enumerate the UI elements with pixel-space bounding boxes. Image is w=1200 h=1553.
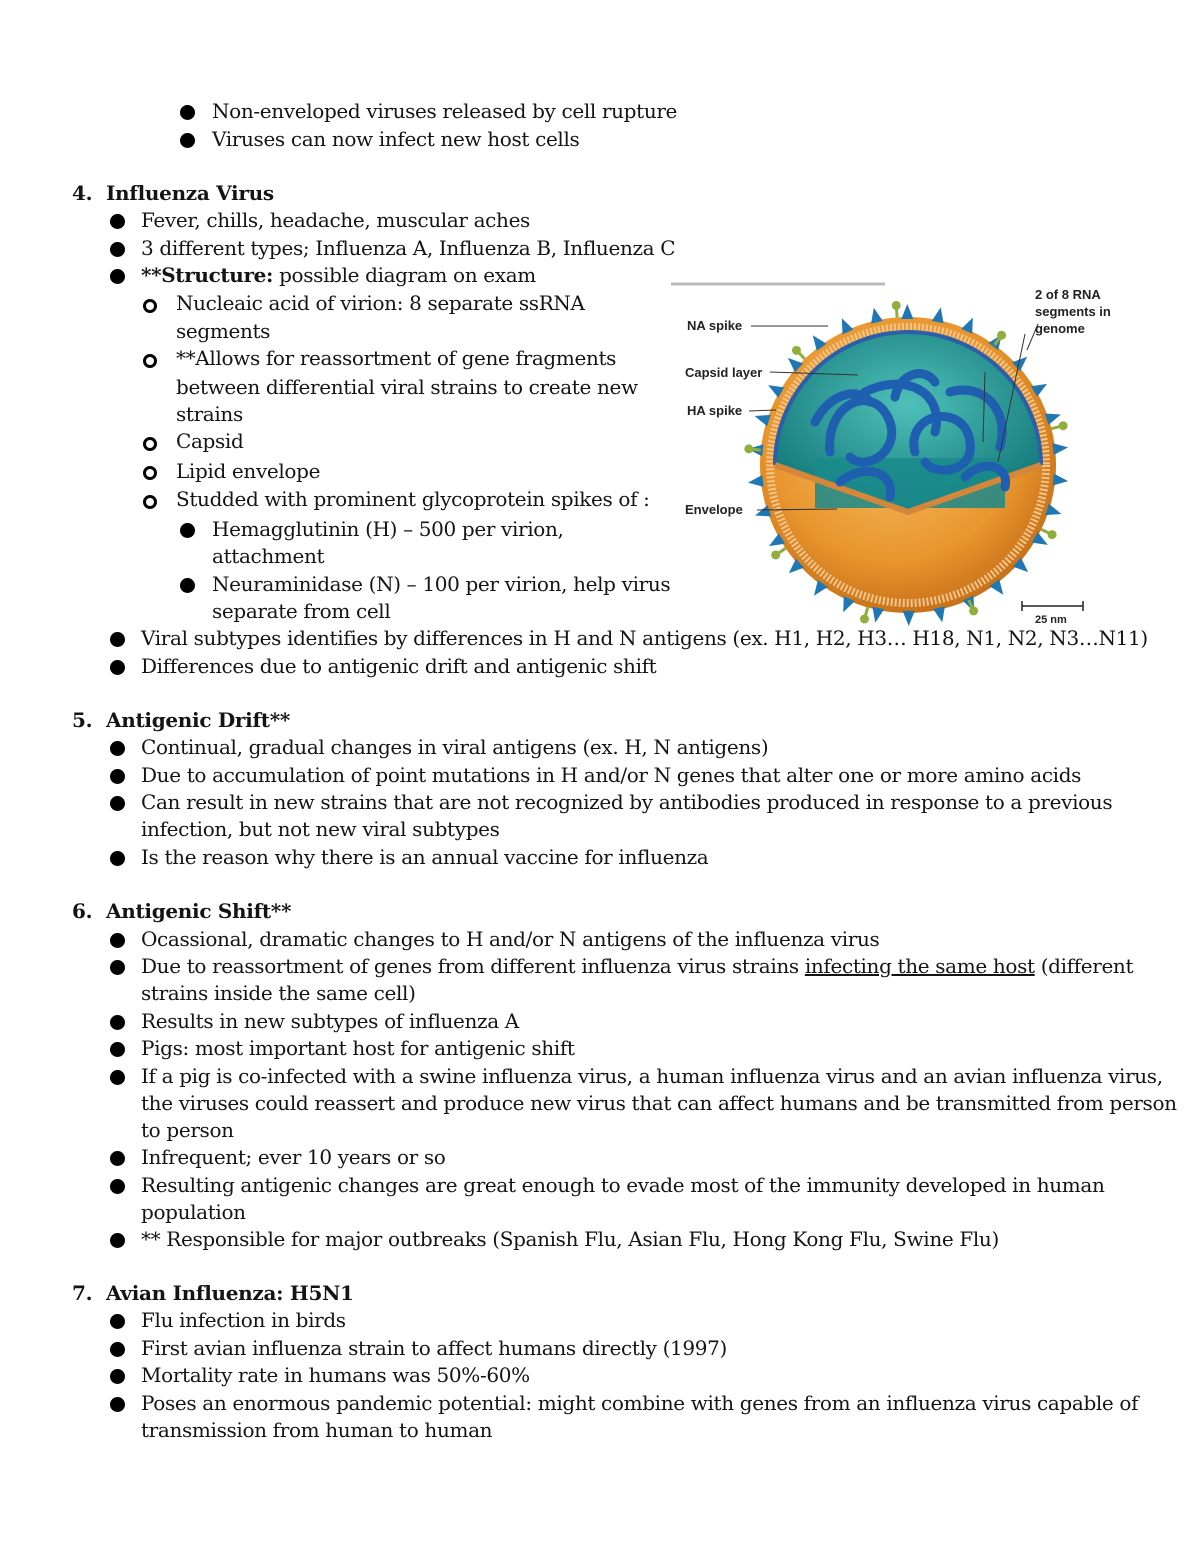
bullet-circle (143, 466, 157, 480)
section-heading-antigenic-shift: Antigenic Shift** (106, 899, 292, 923)
list-item: Due to accumulation of point mutations in H and/or N genes that alter one or more amino acids (141, 763, 1082, 787)
bullet-dot (110, 1179, 125, 1194)
bullet-dot (110, 1042, 125, 1057)
bullet-dot (110, 1070, 125, 1085)
envelope-label: Envelope (685, 502, 743, 517)
bullet-dot (180, 105, 195, 120)
ha-spike (872, 607, 884, 623)
list-item-continued: separate from cell (212, 599, 391, 623)
bullet-dot (110, 1397, 125, 1412)
bullet-dot (110, 1342, 125, 1357)
list-item: Is the reason why there is an annual vaccine for influenza (141, 845, 709, 869)
ha-spike (933, 606, 945, 622)
bullet-dot (110, 269, 125, 284)
section-heading-antigenic-drift: Antigenic Drift** (106, 708, 291, 732)
rna-label-line1: 2 of 8 RNA (1035, 287, 1101, 302)
na-spike-head (892, 301, 901, 310)
list-item-continued: strains (176, 402, 243, 426)
na-spike-head (792, 346, 801, 355)
list-item: 3 different types; Influenza A, Influenza B, Influenza C (141, 236, 676, 260)
list-item-continued: attachment (212, 544, 325, 568)
bullet-dot (110, 1233, 125, 1248)
bullet-dot (110, 851, 125, 866)
list-item (141, 262, 536, 289)
list-item: **Allows for reassortment of gene fragments (176, 346, 617, 370)
bullet-dot (110, 1151, 125, 1166)
list-item: Can result in new strains that are not recognized by antibodies produced in response to a previous (141, 790, 1113, 814)
na-spike-head (1048, 530, 1057, 539)
underlined-phrase: infecting the same host (804, 954, 1035, 978)
section-heading-avian-influenza: Avian Influenza: H5N1 (106, 1281, 354, 1305)
bullet-dot (110, 1015, 125, 1030)
list-item: Ocassional, dramatic changes to H and/or N antigens of the influenza virus (141, 927, 880, 951)
list-item: Poses an enormous pandemic potential: might combine with genes from an influenza virus capable of (141, 1391, 1139, 1415)
list-item: Nucleaic acid of virion: 8 separate ssRNA (176, 291, 585, 315)
influenza-virus-diagram (665, 272, 1125, 632)
section-number: 6. (72, 899, 93, 923)
list-item: Capsid (176, 429, 244, 453)
bullet-dot (180, 133, 195, 148)
list-item: Viruses can now infect new host cells (212, 127, 580, 151)
na-spike-head (997, 331, 1006, 340)
bullet-circle (143, 299, 157, 313)
ha-spike (901, 304, 913, 319)
list-item-continued: to person (141, 1118, 234, 1142)
list-item-continued: the viruses could reassert and produce new virus that can affect humans and be transmitted from person (141, 1091, 1177, 1115)
list-item: Continual, gradual changes in viral antigens (ex. H, N antigens) (141, 735, 769, 759)
na-spike-head (771, 550, 780, 559)
list-item-continued: strains inside the same cell) (141, 981, 416, 1005)
ha-spike (748, 475, 764, 487)
section-number: 4. (72, 181, 93, 205)
list-item: Pigs: most important host for antigenic shift (141, 1036, 575, 1060)
list-item-continued: segments (176, 319, 271, 343)
list-item: Non-enveloped viruses released by cell rupture (212, 99, 678, 123)
bullet-dot (110, 632, 125, 647)
ha-spike-label: HA spike (687, 403, 743, 418)
bullet-dot (110, 741, 125, 756)
capsid-layer-label: Capsid layer (685, 365, 763, 380)
structure-label: **Structure: (141, 263, 274, 287)
list-item: Results in new subtypes of influenza A (141, 1009, 519, 1033)
list-item: Fever, chills, headache, muscular aches (141, 208, 530, 232)
bullet-dot (110, 242, 125, 257)
rna-label-line3: genome (1035, 321, 1085, 336)
list-item: If a pig is co-infected with a swine influenza virus, a human influenza virus and an avian influenza virus, (141, 1064, 1163, 1088)
bullet-dot (110, 214, 125, 229)
bullet-circle (143, 354, 157, 368)
section-number: 7. (72, 1281, 93, 1305)
list-item: Viral subtypes identifies by differences in H and N antigens (ex. H1, H2, H3… H18, N1, N2, N3…N11) (141, 626, 1148, 650)
bullet-dot (180, 523, 195, 538)
na-spike-label: NA spike (687, 318, 743, 333)
bullet-dot (110, 796, 125, 811)
text-run: (different (1034, 954, 1134, 978)
bullet-circle (143, 437, 157, 451)
list-item: Lipid envelope (176, 459, 321, 483)
bullet-dot (110, 1314, 125, 1329)
bullet-dot (110, 933, 125, 948)
list-item: Neuraminidase (N) – 100 per virion, help virus (212, 572, 671, 596)
list-item: ** Responsible for major outbreaks (Spanish Flu, Asian Flu, Hong Kong Flu, Swine Flu) (141, 1227, 999, 1251)
list-item: Hemagglutinin (H) – 500 per virion, (212, 517, 564, 541)
ha-spike (1053, 474, 1069, 486)
bullet-dot (110, 960, 125, 975)
na-spike-head (969, 606, 978, 615)
list-item: Resulting antigenic changes are great enough to evade most of the immunity developed in human (141, 1173, 1105, 1197)
ha-spike (903, 611, 915, 626)
list-item: Flu infection in birds (141, 1308, 346, 1332)
list-item: Studded with prominent glycoprotein spikes of : (176, 487, 650, 511)
bullet-dot (110, 660, 125, 675)
na-spike-head (860, 614, 869, 623)
text-run: Due to reassortment of genes from different influenza virus strains (141, 954, 805, 978)
list-item: First avian influenza strain to affect humans directly (1997) (141, 1336, 727, 1360)
list-item-continued: between differential viral strains to create new (176, 375, 638, 399)
bullet-circle (143, 495, 157, 509)
ha-spike (1052, 443, 1068, 455)
list-item: Infrequent; ever 10 years or so (141, 1145, 446, 1169)
structure-text: possible diagram on exam (273, 263, 536, 287)
list-item-continued: population (141, 1200, 246, 1224)
bullet-dot (110, 769, 125, 784)
section-heading-influenza-virus: Influenza Virus (106, 181, 274, 205)
list-item: Mortality rate in humans was 50%-60% (141, 1363, 530, 1387)
na-spike-head (1059, 421, 1068, 430)
bullet-dot (180, 578, 195, 593)
rna-label-line2: segments in (1035, 304, 1111, 319)
list-item-continued: transmission from human to human (141, 1418, 493, 1442)
list-item-continued: infection, but not new viral subtypes (141, 817, 500, 841)
section-number: 5. (72, 708, 93, 732)
ha-spike (932, 307, 944, 323)
list-item: Differences due to antigenic drift and antigenic shift (141, 654, 657, 678)
bullet-dot (110, 1369, 125, 1384)
scale-bar (1022, 601, 1083, 611)
na-spike-head (744, 444, 753, 453)
list-item (141, 953, 1133, 980)
scale-bar-label: 25 nm (1035, 614, 1067, 626)
ha-spike (871, 308, 883, 324)
